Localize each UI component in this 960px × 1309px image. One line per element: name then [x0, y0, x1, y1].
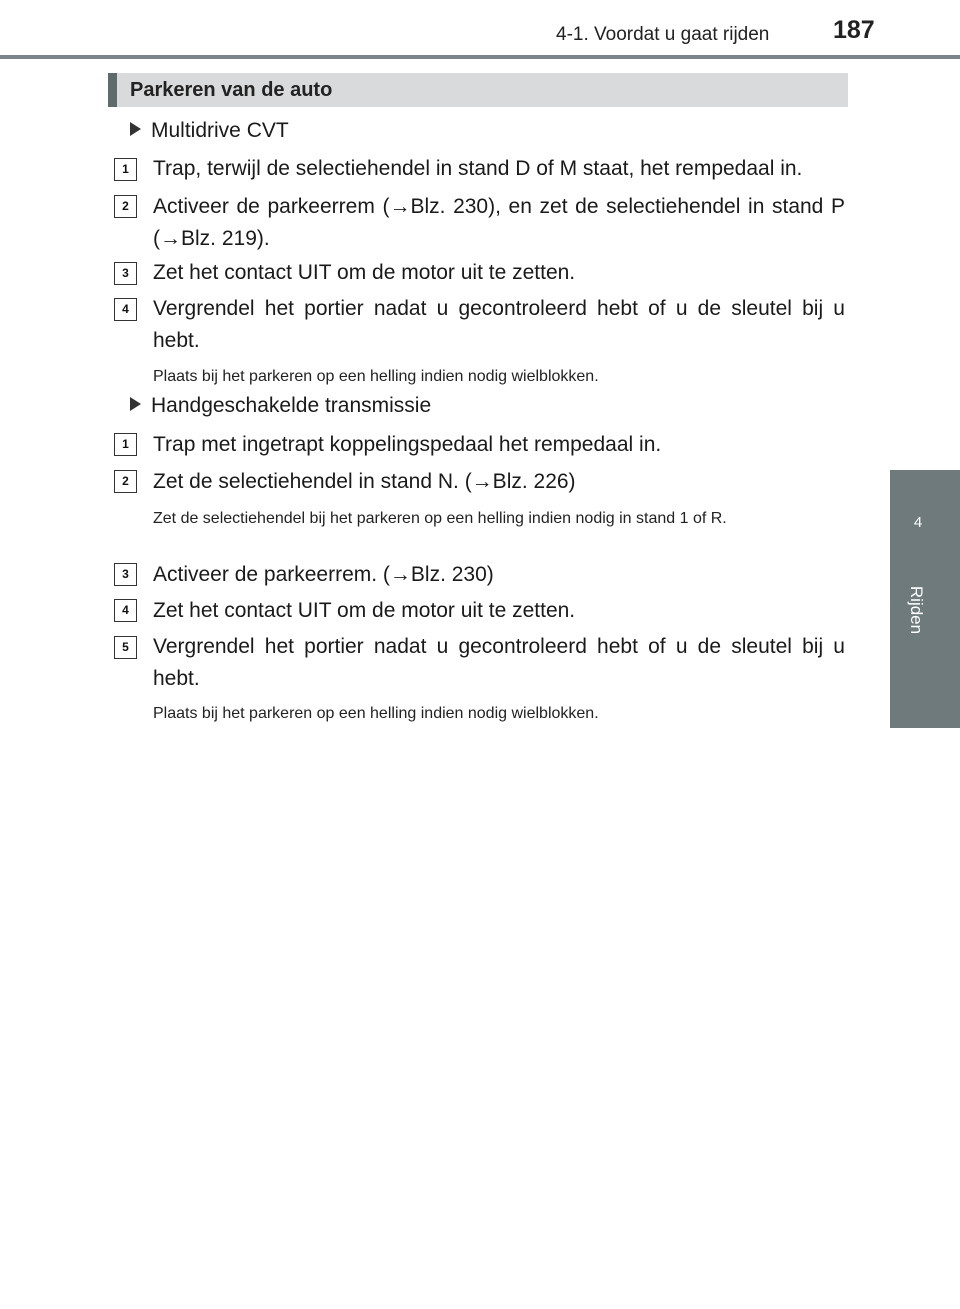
step-text: Activeer de parkeerrem. (→Blz. 230): [153, 563, 494, 586]
note-text: Plaats bij het parkeren op een helling indien nodig wielblokken.: [153, 705, 599, 722]
section-title: Parkeren van de auto: [108, 73, 848, 107]
step-number-badge: 2: [114, 470, 137, 493]
step-text: Vergrendel het portier nadat u gecontroleerd hebt of u de sleutel bij u hebt.: [153, 635, 845, 690]
subheading-cvt-text: Multidrive CVT: [151, 119, 289, 142]
step-number-badge: 5: [114, 636, 137, 659]
step-text: Trap met ingetrapt koppelingspedaal het rempedaal in.: [153, 433, 662, 456]
step-number-badge: 2: [114, 195, 137, 218]
step-text: Vergrendel het portier nadat u gecontroleerd hebt of u de sleutel bij u hebt.: [153, 297, 845, 352]
header-section-title: 4-1. Voordat u gaat rijden: [556, 24, 770, 45]
chapter-tab-number: 4: [913, 514, 923, 531]
note-text: Plaats bij het parkeren op een helling indien nodig wielblokken.: [153, 368, 599, 385]
subheading-manual-text: Handgeschakelde transmissie: [151, 394, 432, 417]
triangle-bullet-icon: [130, 122, 141, 136]
subheading-cvt: [130, 119, 289, 143]
step-text: Activeer de parkeerrem (→Blz. 230), en zet de selectiehendel in stand P (→Blz. 219).: [153, 195, 845, 250]
step-text: Zet de selectiehendel in stand N. (→Blz. 226): [153, 470, 576, 493]
step-number-badge: 1: [114, 433, 137, 456]
note-text: Zet de selectiehendel bij het parkeren op een helling indien nodig in stand 1 of R.: [153, 510, 727, 527]
triangle-bullet-icon: [130, 397, 141, 411]
step-number-badge: 3: [114, 563, 137, 586]
step-text: Zet het contact UIT om de motor uit te zetten.: [153, 599, 576, 622]
page-number: 187: [833, 16, 875, 44]
step-number-badge: 4: [114, 599, 137, 622]
header-rule: [0, 55, 960, 59]
chapter-tab-label: Rijden: [907, 585, 926, 635]
step-number-badge: 4: [114, 298, 137, 321]
step-number-badge: 1: [114, 158, 137, 181]
step-number-badge: 3: [114, 262, 137, 285]
step-text: Zet het contact UIT om de motor uit te zetten.: [153, 261, 576, 284]
subheading-manual: [130, 394, 431, 418]
step-text: Trap, terwijl de selectiehendel in stand D of M staat, het rempedaal in.: [153, 157, 803, 180]
